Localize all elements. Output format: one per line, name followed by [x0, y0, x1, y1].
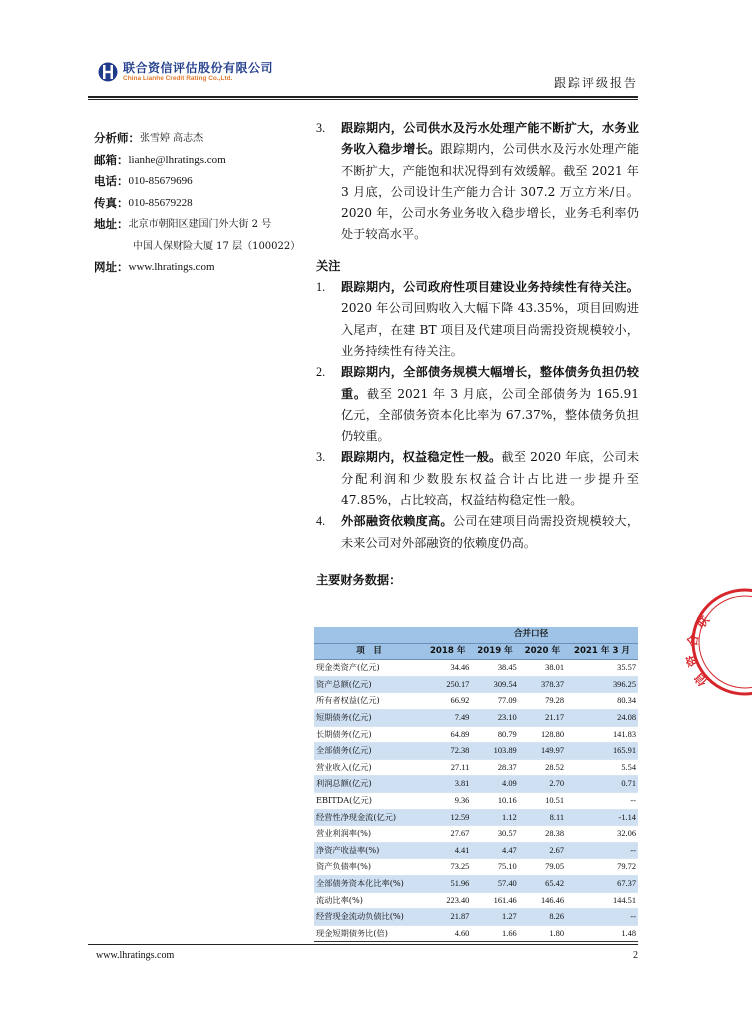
- table-cell: 79.28: [519, 693, 566, 710]
- company-logo: [98, 60, 273, 84]
- table-cell: 1.12: [471, 809, 518, 826]
- table-cell: 149.97: [519, 743, 566, 760]
- table-cell: 1.48: [566, 925, 638, 942]
- fax-label: 传真：: [94, 195, 129, 210]
- header-divider: [88, 96, 638, 98]
- website-label: 网址：: [94, 260, 129, 274]
- item-number: 3.: [316, 450, 326, 465]
- row-label: 净资产收益率(%): [314, 842, 424, 859]
- col-header-2018: 2018 年: [424, 643, 471, 660]
- row-label: 短期债务(亿元): [314, 709, 424, 726]
- table-cell: 24.08: [566, 709, 638, 726]
- concern-item: [316, 362, 639, 447]
- table-cell: 64.89: [424, 726, 471, 743]
- table-cell: 10.16: [471, 792, 518, 809]
- svg-text:信: 信: [691, 670, 711, 689]
- col-header-2019: 2019 年: [471, 643, 518, 660]
- table-cell: 65.42: [519, 875, 566, 892]
- table-cell: 35.57: [566, 660, 638, 677]
- table-cell: 161.46: [471, 892, 518, 909]
- row-label: 现金类资产(亿元): [314, 660, 424, 677]
- concern-item: [316, 277, 639, 362]
- main-content: [316, 118, 639, 591]
- header-divider-thin: [88, 99, 638, 100]
- table-cell: 0.71: [566, 776, 638, 793]
- item-headline: 跟踪期内，全部债务规模大幅增长，整体债务负担仍较重。: [341, 365, 639, 401]
- table-cell: 2.70: [519, 776, 566, 793]
- table-cell: 146.46: [519, 892, 566, 909]
- table-cell: 34.46: [424, 660, 471, 677]
- table-cell: 7.49: [424, 709, 471, 726]
- table-corner: [314, 627, 424, 643]
- table-cell: 9.36: [424, 792, 471, 809]
- address-line-1: 北京市朝阳区建国门外大街 2 号: [128, 219, 272, 230]
- table-cell: 396.25: [566, 676, 638, 693]
- row-label: 现金短期债务比(倍): [314, 925, 424, 942]
- phone-value: 010-85679696: [128, 175, 193, 187]
- table-cell: 67.37: [566, 875, 638, 892]
- concern-item: [316, 447, 639, 511]
- table-row: [314, 743, 638, 760]
- table-cell: 28.38: [519, 826, 566, 843]
- table-cell: 5.54: [566, 759, 638, 776]
- item-headline: 跟踪期内，权益稳定性一般。: [341, 450, 502, 465]
- phone-label: 电话：: [94, 174, 129, 188]
- table-cell: 10.51: [519, 792, 566, 809]
- table-row: [314, 809, 638, 826]
- table-cell: 75.10: [471, 859, 518, 876]
- table-cell: 23.10: [471, 709, 518, 726]
- col-header-2020: 2020 年: [519, 643, 566, 660]
- item-number: 3.: [316, 121, 326, 135]
- table-cell: 223.40: [424, 892, 471, 909]
- row-label: 资产负债率(%): [314, 859, 424, 876]
- item-headline: 跟踪期内，公司政府性项目建设业务持续性有待关注。: [341, 280, 639, 295]
- table-cell: -1.14: [566, 809, 638, 826]
- table-cell: 80.79: [471, 726, 518, 743]
- row-label: 全部债务资本化比率(%): [314, 875, 424, 892]
- logo-english-name: China Lianhe Credit Rating Co.,Ltd.: [123, 75, 233, 82]
- table-row: [314, 676, 638, 693]
- table-cell: 128.80: [519, 726, 566, 743]
- table-cell: 4.60: [424, 925, 471, 942]
- footer-divider: [88, 944, 638, 945]
- website-value[interactable]: www.lhratings.com: [128, 261, 215, 273]
- table-cell: 38.45: [471, 660, 518, 677]
- table-cell: 66.92: [424, 693, 471, 710]
- address-line-2: 中国人保财险大厦 17 层（100022）: [133, 240, 301, 252]
- table-cell: 103.89: [471, 743, 518, 760]
- table-cell: 250.17: [424, 676, 471, 693]
- table-cell: 30.57: [471, 826, 518, 843]
- table-cell: --: [566, 842, 638, 859]
- table-cell: 165.91: [566, 743, 638, 760]
- table-row: [314, 925, 638, 942]
- row-label: 利润总额(亿元): [314, 776, 424, 793]
- table-cell: 21.17: [519, 709, 566, 726]
- table-row: [314, 892, 638, 909]
- table-cell: 1.80: [519, 925, 566, 942]
- group-header: 合并口径: [424, 627, 638, 643]
- col-header-item: 项 目: [314, 643, 424, 660]
- row-label: 长期债务(亿元): [314, 726, 424, 743]
- row-label: 资产总额(亿元): [314, 676, 424, 693]
- table-cell: 79.05: [519, 859, 566, 876]
- table-cell: 77.09: [471, 693, 518, 710]
- item-number: 2.: [316, 365, 326, 380]
- col-header-2021q1: 2021 年 3 月: [566, 643, 638, 660]
- strength-item-3: [316, 118, 639, 246]
- table-row: [314, 842, 638, 859]
- item-headline: 跟踪期内，公司供水及污水处理产能不断扩大，水务业务收入稳步增长。: [341, 121, 639, 157]
- lianhe-logo-icon: [98, 60, 118, 84]
- table-row: [314, 909, 638, 926]
- item-text: 跟踪期内，公司供水及污水处理产能不断扩大，产能饱和状况得到有效缓解。截至 2021 年 3 月底，公司设计生产能力合计 307.2 万立方米/日。2020 年，公司水务业务收入稳步增长，业务毛利率仍处于较高水平。: [341, 142, 640, 242]
- table-cell: 1.66: [471, 925, 518, 942]
- table-cell: 8.26: [519, 909, 566, 926]
- row-label: 全部债务(亿元): [314, 743, 424, 760]
- row-label: 经营性净现金流(亿元): [314, 809, 424, 826]
- financial-table-wrapper: [314, 627, 638, 942]
- table-cell: 51.96: [424, 875, 471, 892]
- table-cell: 309.54: [471, 676, 518, 693]
- item-number: 4.: [316, 514, 326, 529]
- contact-block: [94, 128, 309, 279]
- concerns-title: 关注: [316, 258, 341, 273]
- table-row: [314, 826, 638, 843]
- table-cell: 28.37: [471, 759, 518, 776]
- analyst-value: 张雪婷 高志杰: [140, 133, 204, 144]
- table-cell: 4.41: [424, 842, 471, 859]
- item-text: 2020 年公司回购收入大幅下降 43.35%，项目回购进入尾声，在建 BT 项目及代建项目尚需投资规模较小，业务持续性有待关注。: [341, 301, 639, 358]
- table-cell: 28.52: [519, 759, 566, 776]
- row-label: 经营现金流动负债比(%): [314, 909, 424, 926]
- item-text: 公司在建项目尚需投资规模较大，未来公司对外部融资的依赖度仍高。: [341, 514, 640, 550]
- table-cell: 57.40: [471, 875, 518, 892]
- analyst-label: 分析师：: [94, 131, 140, 145]
- table-row: [314, 776, 638, 793]
- email-label: 邮箱：: [94, 152, 129, 167]
- table-row: [314, 709, 638, 726]
- item-text: 截至 2020 年底，公司未分配利润和少数股东权益合计占比进一步提升至 47.85%，占比较高，权益结构稳定性一般。: [341, 450, 640, 508]
- table-cell: 79.72: [566, 859, 638, 876]
- table-cell: 3.81: [424, 776, 471, 793]
- table-cell: 27.67: [424, 826, 471, 843]
- table-cell: 141.83: [566, 726, 638, 743]
- table-cell: 4.47: [471, 842, 518, 859]
- table-cell: 73.25: [424, 859, 471, 876]
- table-cell: 378.37: [519, 676, 566, 693]
- row-label: 营业收入(亿元): [314, 759, 424, 776]
- page-number: 2: [633, 950, 638, 961]
- table-row: [314, 726, 638, 743]
- concern-item: [316, 511, 639, 554]
- table-cell: 27.11: [424, 759, 471, 776]
- svg-text:联: 联: [693, 612, 713, 631]
- table-row: [314, 660, 638, 677]
- item-headline: 外部融资依赖度高。: [341, 514, 453, 529]
- table-row: [314, 875, 638, 892]
- svg-text:合: 合: [685, 633, 702, 648]
- company-seal-stamp: [683, 585, 752, 699]
- table-cell: 32.06: [566, 826, 638, 843]
- table-row: [314, 792, 638, 809]
- table-cell: 21.87: [424, 909, 471, 926]
- table-cell: --: [566, 909, 638, 926]
- footer-website[interactable]: www.lhratings.com: [96, 950, 175, 961]
- row-label: EBITDA(亿元): [314, 792, 424, 809]
- table-cell: 144.51: [566, 892, 638, 909]
- address-label: 地址：: [94, 217, 129, 231]
- table-cell: 4.09: [471, 776, 518, 793]
- row-label: 流动比率(%): [314, 892, 424, 909]
- table-cell: 38.01: [519, 660, 566, 677]
- table-cell: 8.11: [519, 809, 566, 826]
- table-cell: 72.38: [424, 743, 471, 760]
- table-row: [314, 759, 638, 776]
- fax-value: 010-85679228: [128, 196, 193, 209]
- email-value[interactable]: lianhe@lhratings.com: [128, 153, 226, 166]
- table-cell: 12.59: [424, 809, 471, 826]
- item-number: 1.: [316, 280, 326, 295]
- report-type-title: 跟踪评级报告: [553, 76, 638, 90]
- table-cell: 1.27: [471, 909, 518, 926]
- financial-table-body: [314, 660, 638, 942]
- financial-table: [314, 627, 638, 942]
- table-row: [314, 859, 638, 876]
- svg-text:资: 资: [683, 652, 701, 669]
- table-cell: 2.67: [519, 842, 566, 859]
- table-cell: --: [566, 792, 638, 809]
- table-row: [314, 693, 638, 710]
- row-label: 营业利润率(%): [314, 826, 424, 843]
- logo-chinese-name: 联合资信评估股份有限公司: [123, 61, 274, 75]
- financials-title: 主要财务数据：: [316, 572, 402, 587]
- table-cell: 80.34: [566, 693, 638, 710]
- row-label: 所有者权益(亿元): [314, 693, 424, 710]
- item-text: 截至 2021 年 3 月底，公司全部债务为 165.91 亿元，全部债务资本化比率为 67.37%，整体债务负担仍较重。: [341, 386, 640, 444]
